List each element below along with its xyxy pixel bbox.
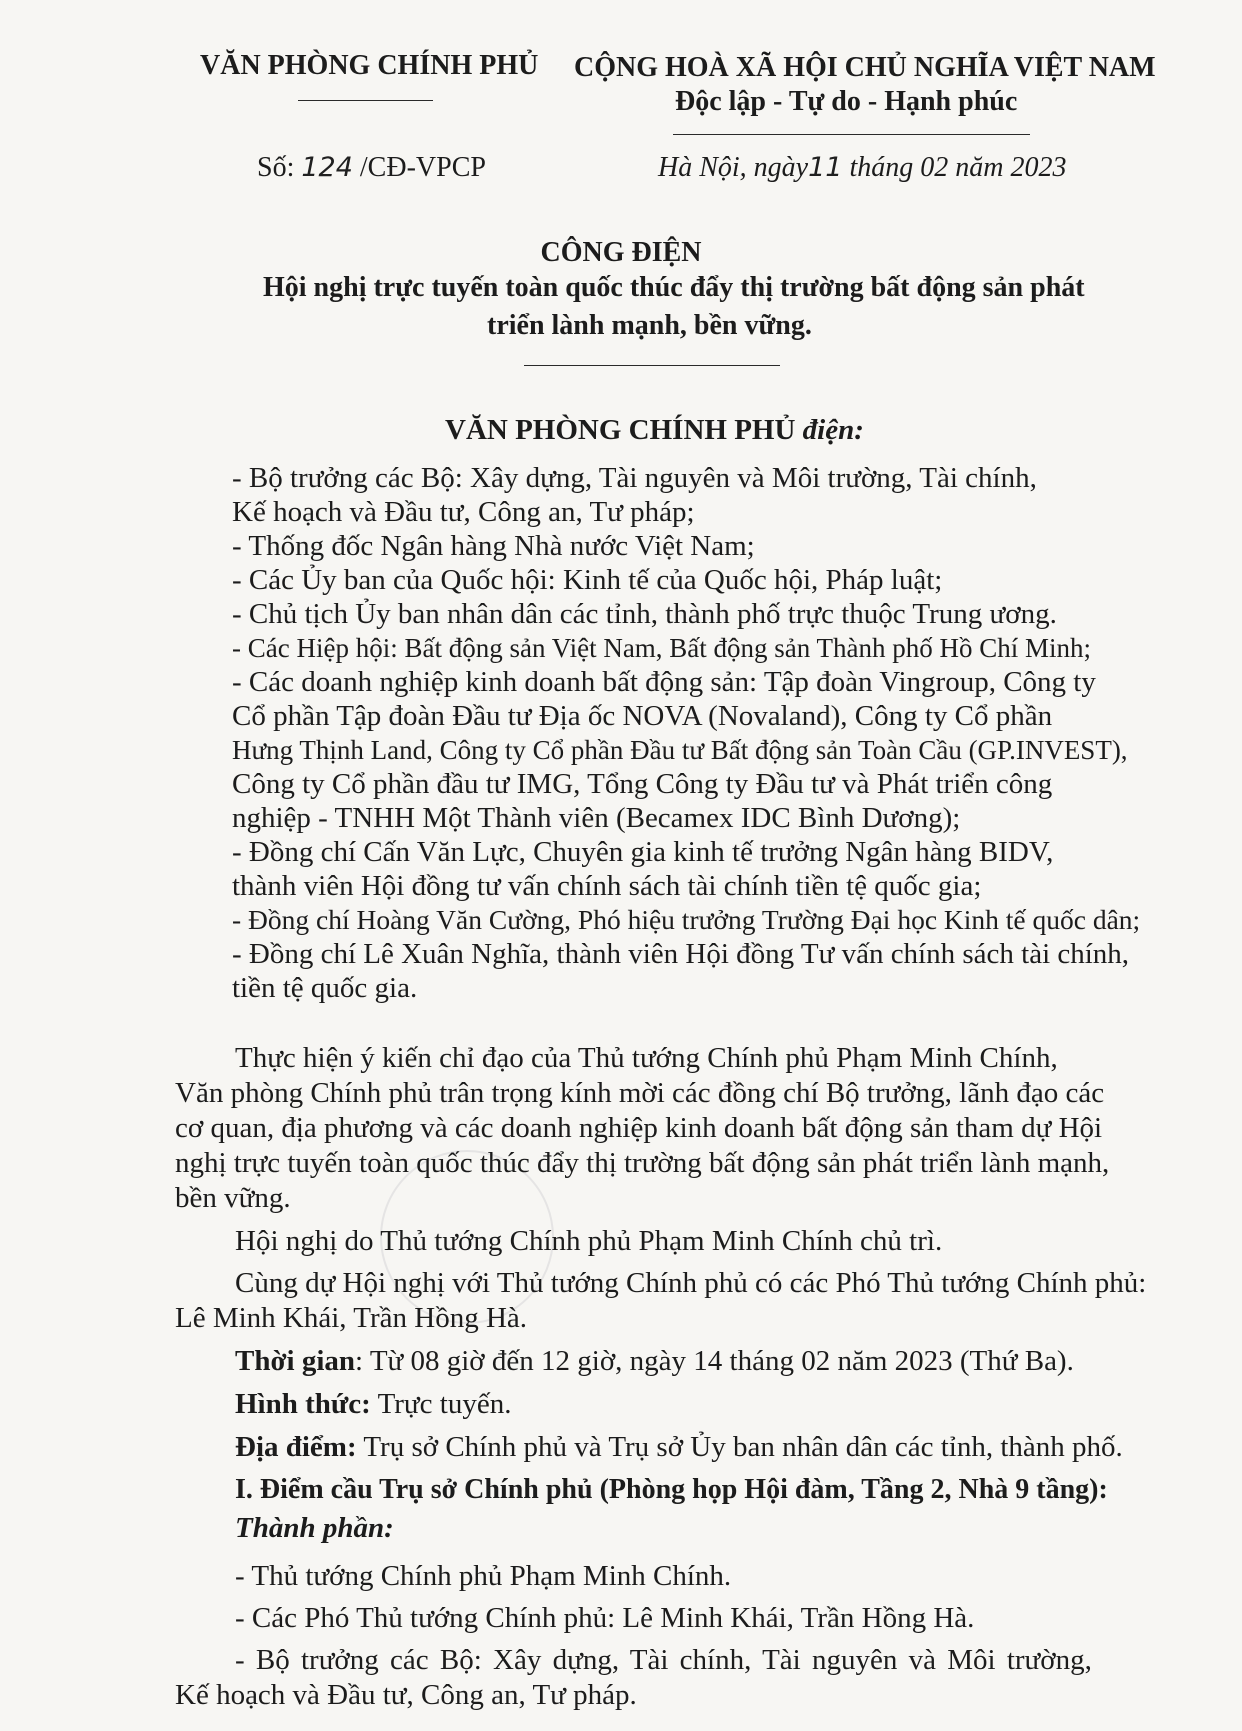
recipient-line: - Các doanh nghiệp kinh doanh bất động sản: Tập đoàn Vingroup, Công ty [232, 666, 1096, 698]
date-rest: tháng 02 năm 2023 [849, 152, 1067, 183]
title-underline [524, 365, 780, 366]
section-heading: I. Điểm cầu Trụ sở Chính phủ (Phòng họp Hội đàm, Tầng 2, Nhà 9 tầng): [235, 1474, 1108, 1505]
body-line: Lê Minh Khái, Trần Hồng Hà. [175, 1302, 528, 1334]
form-value: Trực tuyến. [370, 1388, 512, 1420]
issuing-agency: VĂN PHÒNG CHÍNH PHỦ [200, 50, 539, 81]
meeting-place [235, 1429, 1123, 1465]
sender-name: VĂN PHÒNG CHÍNH PHỦ [445, 414, 796, 446]
recipient-line: - Các Ủy ban của Quốc hội: Kinh tế của Quốc hội, Pháp luật; [232, 564, 943, 596]
recipient-line: Kế hoạch và Đầu tư, Công an, Tư pháp; [232, 496, 695, 528]
national-motto: Độc lập - Tự do - Hạnh phúc [675, 86, 1018, 117]
meeting-form [235, 1386, 511, 1422]
body-line: cơ quan, địa phương và các doanh nghiệp kinh doanh bất động sản tham dự Hội [175, 1112, 1103, 1144]
time-label: Thời gian [235, 1345, 356, 1377]
subject-line-2: triển lành mạnh, bền vững. [487, 310, 812, 341]
document-date [658, 152, 1066, 184]
place-value: Trụ sở Chính phủ và Trụ sở Ủy ban nhân dân các tỉnh, thành phố. [356, 1431, 1123, 1463]
sender-verb: điện: [802, 414, 864, 446]
recipient-line: Công ty Cổ phần đầu tư IMG, Tổng Công ty Đầu tư và Phát triển công [232, 768, 1053, 800]
composition-label: Thành phần: [235, 1512, 394, 1544]
document-number [257, 152, 486, 184]
attendee-line: Kế hoạch và Đầu tư, Công an, Tư pháp. [175, 1679, 637, 1711]
body-paragraph-2: Hội nghị do Thủ tướng Chính phủ Phạm Minh Chính chủ trì. [235, 1225, 943, 1257]
time-value: : Từ 08 giờ đến 12 giờ, ngày 14 tháng 02 năm 2023 (Thứ Ba). [355, 1345, 1074, 1377]
handwritten-number: 124 [301, 152, 353, 183]
recipient-line: - Đồng chí Hoàng Văn Cường, Phó hiệu trưởng Trường Đại học Kinh tế quốc dân; [232, 904, 1141, 935]
recipient-line: Hưng Thịnh Land, Công ty Cổ phần Đầu tư Bất động sản Toàn Cầu (GP.INVEST), [232, 735, 1128, 765]
body-line: Thực hiện ý kiến chỉ đạo của Thủ tướng Chính phủ Phạm Minh Chính, [235, 1042, 1058, 1074]
attendee-line: - Các Phó Thủ tướng Chính phủ: Lê Minh Khái, Trần Hồng Hà. [235, 1602, 975, 1634]
recipient-line: thành viên Hội đồng tư vấn chính sách tài chính tiền tệ quốc gia; [232, 870, 982, 902]
place-label: Địa điểm: [235, 1431, 357, 1463]
meeting-time [235, 1343, 1074, 1379]
number-suffix: /CĐ-VPCP [359, 152, 486, 183]
recipient-line: - Chủ tịch Ủy ban nhân dân các tỉnh, thành phố trực thuộc Trung ương. [232, 598, 1057, 630]
body-line: Cùng dự Hội nghị với Thủ tướng Chính phủ có các Phó Thủ tướng Chính phủ: [235, 1267, 1147, 1299]
recipient-line: - Thống đốc Ngân hàng Nhà nước Việt Nam; [232, 530, 755, 562]
date-place: Hà Nội, ngày [658, 152, 809, 183]
recipient-line: - Đồng chí Lê Xuân Nghĩa, thành viên Hội đồng Tư vấn chính sách tài chính, [232, 938, 1130, 970]
recipient-line: Cổ phần Tập đoàn Đầu tư Địa ốc NOVA (Novaland), Công ty Cổ phần [232, 700, 1053, 732]
form-label: Hình thức: [235, 1388, 371, 1420]
agency-underline [298, 100, 433, 101]
document-type: CÔNG ĐIỆN [540, 237, 702, 268]
body-line: nghị trực tuyến toàn quốc thúc đẩy thị trường bất động sản phát triển lành mạnh, [175, 1147, 1110, 1179]
attendee-line: - Bộ trưởng các Bộ: Xây dựng, Tài chính, Tài nguyên và Môi trường, [235, 1644, 1092, 1676]
sender-line [445, 414, 864, 447]
motto-underline [673, 134, 1030, 135]
handwritten-day: 11 [808, 152, 843, 183]
recipient-line: - Bộ trưởng các Bộ: Xây dựng, Tài nguyên và Môi trường, Tài chính, [232, 462, 1037, 494]
body-line: bền vững. [175, 1182, 291, 1214]
attendee-line: - Thủ tướng Chính phủ Phạm Minh Chính. [235, 1560, 732, 1592]
recipient-line: - Các Hiệp hội: Bất động sản Việt Nam, Bất động sản Thành phố Hồ Chí Minh; [232, 633, 1092, 663]
recipient-line: - Đồng chí Cấn Văn Lực, Chuyên gia kinh tế trưởng Ngân hàng BIDV, [232, 836, 1054, 868]
subject-line-1: Hội nghị trực tuyến toàn quốc thúc đẩy thị trường bất động sản phát [263, 272, 1085, 303]
recipient-line: nghiệp - TNHH Một Thành viên (Becamex IDC Bình Dương); [232, 802, 961, 834]
body-line: Văn phòng Chính phủ trân trọng kính mời các đồng chí Bộ trưởng, lãnh đạo các [175, 1077, 1105, 1109]
national-title: CỘNG HOÀ XÃ HỘI CHỦ NGHĨA VIỆT NAM [574, 52, 1156, 83]
recipient-line: tiền tệ quốc gia. [232, 972, 418, 1004]
number-prefix: Số: [257, 152, 295, 183]
